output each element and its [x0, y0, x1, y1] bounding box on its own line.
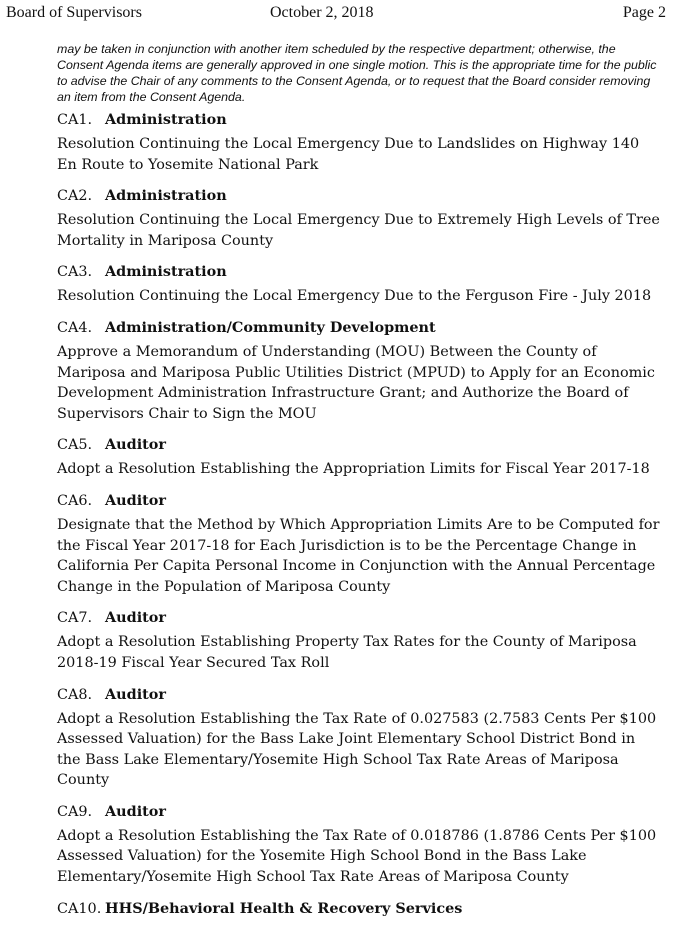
agenda-item-ca6 — [57, 490, 662, 597]
agenda-item-ca2 — [57, 185, 662, 251]
agenda-item-department: Auditor — [105, 609, 166, 627]
agenda-item-department: Administration — [105, 187, 227, 205]
agenda-item-ca7 — [57, 607, 662, 673]
agenda-item-description: Adopt a Resolution Establishing the Appropriation Limits for Fiscal Year 2017-18 — [57, 461, 650, 478]
agenda-item-ca9 — [57, 801, 662, 888]
agenda-item-ca10 — [57, 898, 662, 920]
page-header — [0, 4, 680, 26]
agenda-item-department: Auditor — [105, 436, 166, 454]
agenda-item-ca1 — [57, 109, 662, 175]
agenda-item-heading — [57, 317, 662, 339]
agenda-item-number: CA3. — [57, 264, 93, 281]
header-date: October 2, 2018 — [270, 4, 374, 21]
agenda-item-description: Adopt a Resolution Establishing Property Tax Rates for the County of Mariposa 2018-19 Fiscal Year Secured Tax Roll — [57, 634, 637, 671]
agenda-item-number: CA8. — [57, 686, 93, 703]
agenda-item-heading — [57, 898, 662, 920]
agenda-item-heading — [57, 684, 662, 706]
agenda-item-description: Resolution Continuing the Local Emergency Due to the Ferguson Fire - July 2018 — [57, 288, 652, 305]
agenda-item-department: Auditor — [105, 802, 166, 820]
agenda-item-description: Adopt a Resolution Establishing the Tax Rate of 0.027583 (2.7583 Cents Per $100 Assessed Valuation) for the Bass Lake Joint Elementary School District Bond in the Bass Lake Elementary/Yosemite High School Tax Rate Areas of Mariposa County — [57, 710, 657, 789]
agenda-item-heading — [57, 185, 662, 207]
agenda-item-heading — [57, 109, 662, 131]
agenda-item-number: CA1. — [57, 112, 93, 128]
agenda-item-ca8 — [57, 684, 662, 791]
agenda-item-department: Administration/Community Development — [105, 318, 436, 336]
agenda-item-heading — [57, 607, 662, 629]
agenda-item-ca3 — [57, 261, 662, 307]
agenda-item-heading — [57, 434, 662, 456]
agenda-item-department: Auditor — [105, 685, 166, 703]
agenda-item-number: CA7. — [57, 610, 93, 627]
agenda-item-department: Auditor — [105, 491, 166, 509]
agenda-item-description: Adopt a Resolution Establishing the Tax Rate of 0.018786 (1.8786 Cents Per $100 Assessed Valuation) for the Yosemite High School Bond in the Bass Lake Elementary/Yosemite High School Tax Rate Areas of Mariposa County — [57, 827, 657, 886]
agenda-item-number: CA5. — [57, 437, 93, 454]
agenda-item-department: HHS/Behavioral Health & Recovery Services — [105, 899, 463, 917]
agenda-item-ca4 — [57, 317, 662, 424]
agenda-item-heading — [57, 801, 662, 823]
agenda-item-description: Resolution Continuing the Local Emergency Due to Extremely High Levels of Tree Mortality in Mariposa County — [57, 212, 660, 249]
header-page-number: Page 2 — [622, 4, 666, 21]
consent-agenda-intro: may be taken in conjunction with another item scheduled by the respective department; otherwise, the Consent Agenda items are generally approved in one single motion. This is the appropriate time for the public to advise the Chair of any comments to the Consent Agenda, or to request that the Board consider removing an item from the Consent Agenda. — [57, 42, 657, 104]
agenda-item-heading — [57, 490, 662, 512]
agenda-item-heading — [57, 261, 662, 283]
agenda-item-department: Administration — [105, 111, 227, 128]
agenda-item-number: CA4. — [57, 319, 93, 336]
agenda-item-department: Administration — [105, 263, 227, 281]
agenda-item-number: CA6. — [57, 492, 93, 509]
agenda-item-description: Resolution Continuing the Local Emergency Due to Landslides on Highway 140 En Route to Yosemite National Park — [57, 136, 640, 173]
agenda-item-number: CA9. — [57, 803, 93, 820]
agenda-item-ca5 — [57, 434, 662, 480]
agenda-item-description: Approve a Memorandum of Understanding (MOU) Between the County of Mariposa and Mariposa Public Utilities District (MPUD) to Apply for an Economic Development Administration Infrastructure Grant; and Authorize the Board of Supervisors Chair to Sign the MOU — [57, 343, 655, 422]
consent-agenda-list — [57, 109, 662, 930]
header-board-name: Board of Supervisors — [6, 4, 142, 21]
agenda-item-number: CA2. — [57, 188, 93, 205]
agenda-item-description: Designate that the Method by Which Appropriation Limits Are to be Computed for the Fiscal Year 2017-18 for Each Jurisdiction is to be the Percentage Change in California Per Capita Personal Income in Conjunction with the Annual Percentage Change in the Population of Mariposa County — [57, 516, 660, 595]
agenda-item-number: CA10. — [57, 900, 102, 917]
